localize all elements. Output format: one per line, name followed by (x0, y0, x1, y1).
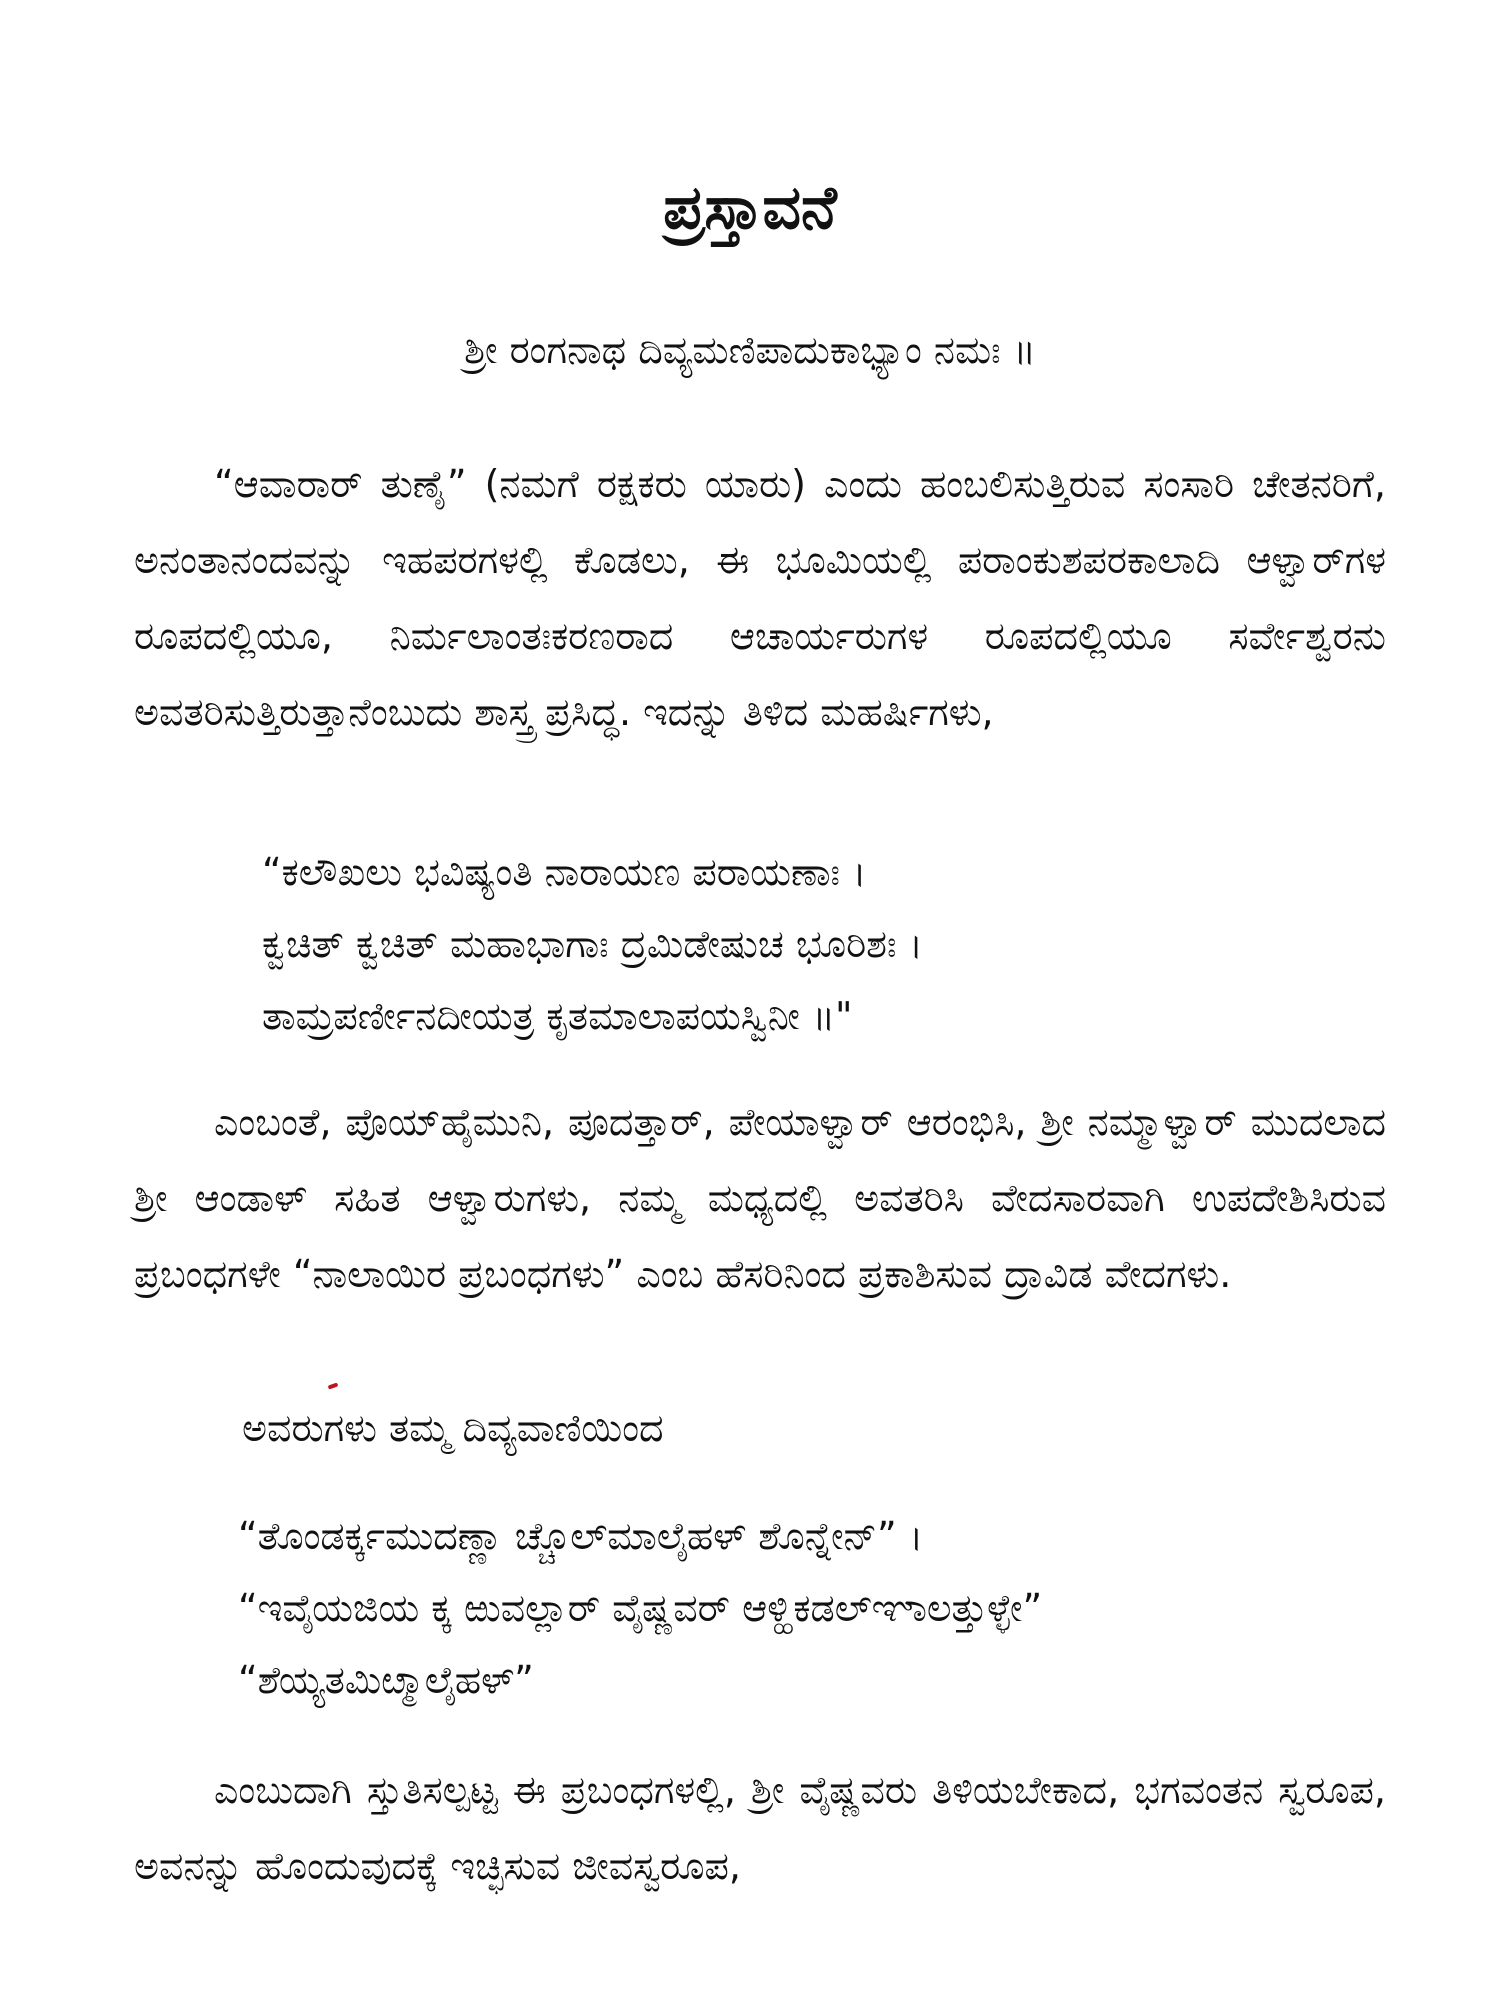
tamil-verse (238, 1500, 1042, 1716)
lead-line: ಅವರುಗಳು ತಮ್ಮ ದಿವ್ಯವಾಣಿಯಿಂದ (242, 1406, 664, 1450)
verse-line: “ಶೆಯ್ಯತಮಿೞ್ಮಾಲೈಹಳ್” (238, 1658, 534, 1702)
verse-line: ಕ್ವಚಿತ್ ಕ್ವಚಿತ್ ಮಹಾಭಾಗಾಃ ದ್ರಮಿಡೇಷುಚ ಭೂರಿಶಃ । (262, 922, 923, 966)
verse-line: ತಾಮ್ರಪರ್ಣೀನದೀಯತ್ರ ಕೃತಮಾಲಾಪಯಸ್ವಿನೀ ॥" (262, 994, 853, 1038)
verse-line: “ತೊಂಡರ್ಕ್ಕಮುದಣ್ಣಾ ಚ್ಚೊಲ್‌ಮಾಲೈಹಳ್ ಶೊನ್ನೇನ್” । (238, 1514, 924, 1558)
verse-line: “ಕಲೌಖಲು ಭವಿಷ್ಯಂತಿ ನಾರಾಯಣ ಪರಾಯಣಾಃ । (262, 850, 867, 894)
sanskrit-verse (262, 836, 923, 1052)
red-ink-mark (328, 1382, 339, 1389)
paragraph-3: ಎಂಬುದಾಗಿ ಸ್ತುತಿಸಲ್ಪಟ್ಟ ಈ ಪ್ರಬಂಧಗಳಲ್ಲಿ, ಶ್ರೀ ವೈಷ್ಣವರು ತಿಳಿಯಬೇಕಾದ, ಭಗವಂತನ ಸ್ವರೂಪ, ಅವನನ್ನು ಹೊಂದುವುದಕ್ಕೆ ಇಚ್ಛಿಸುವ ಜೀವಸ್ವರೂಪ, (134, 1768, 1386, 1888)
page-title: ಪ್ರಸ್ತಾವನೆ (663, 173, 837, 243)
paragraph-2: ಎಂಬಂತೆ, ಪೊಯ್‌ಹೈಮುನಿ, ಪೂದತ್ತಾರ್, ಪೇಯಾಳ್ವಾರ್ ಆರಂಭಿಸಿ, ಶ್ರೀ ನಮ್ಮಾಳ್ವಾರ್ ಮುದಲಾದ ಶ್ರೀ ಆಂಡಾಳ್ ಸಹಿತ ಆಳ್ವಾರುಗಳು, ನಮ್ಮ ಮಧ್ಯದಲ್ಲಿ ಅವತರಿಸಿ ವೇದಸಾರವಾಗಿ ಉಪದೇಶಿಸಿರುವ ಪ್ರಬಂಧಗಳೇ “ನಾಲಾಯಿರ ಪ್ರಬಂಧಗಳು” ಎಂಬ ಹೆಸರಿನಿಂದ ಪ್ರಕಾಶಿಸುವ ದ್ರಾವಿಡ ವೇದಗಳು. (134, 1100, 1386, 1296)
paragraph-1: “ಆವಾರಾರ್ ತುಣೈ” (ನಮಗೆ ರಕ್ಷಕರು ಯಾರು) ಎಂದು ಹಂಬಲಿಸುತ್ತಿರುವ ಸಂಸಾರಿ ಚೇತನರಿಗೆ, ಅನಂತಾನಂದವನ್ನು ಇಹಪರಗಳಲ್ಲಿ ಕೊಡಲು, ಈ ಭೂಮಿಯಲ್ಲಿ ಪರಾಂಕುಶಪರಕಾಲಾದಿ ಆಳ್ವಾರ್‌ಗಳ ರೂಪದಲ್ಲಿಯೂ, ನಿರ್ಮಲಾಂತಃಕರಣರಾದ ಆಚಾರ್ಯರುಗಳ ರೂಪದಲ್ಲಿಯೂ ಸರ್ವೇಶ್ವರನು ಅವತರಿಸುತ್ತಿರುತ್ತಾನೆಂಬುದು ಶಾಸ್ತ್ರ ಪ್ರಸಿದ್ಧ. ಇದನ್ನು ತಿಳಿದ ಮಹರ್ಷಿಗಳು, (134, 462, 1386, 734)
invocation-line: ಶ್ರೀ ರಂಗನಾಥ ದಿವ್ಯಮಣಿಪಾದುಕಾಭ್ಯಾಂ ನಮಃ ॥ (464, 328, 1036, 372)
verse-line: “ಇವೈಯಜಿಯ ಕ್ಕ ಱುವಲ್ಲಾರ್ ವೈಷ್ಣವರ್ ಆಳ್ಹಿಕಡಲ್‌ಞಾಲತ್ತುಳ್ಳೇ” (238, 1586, 1043, 1630)
